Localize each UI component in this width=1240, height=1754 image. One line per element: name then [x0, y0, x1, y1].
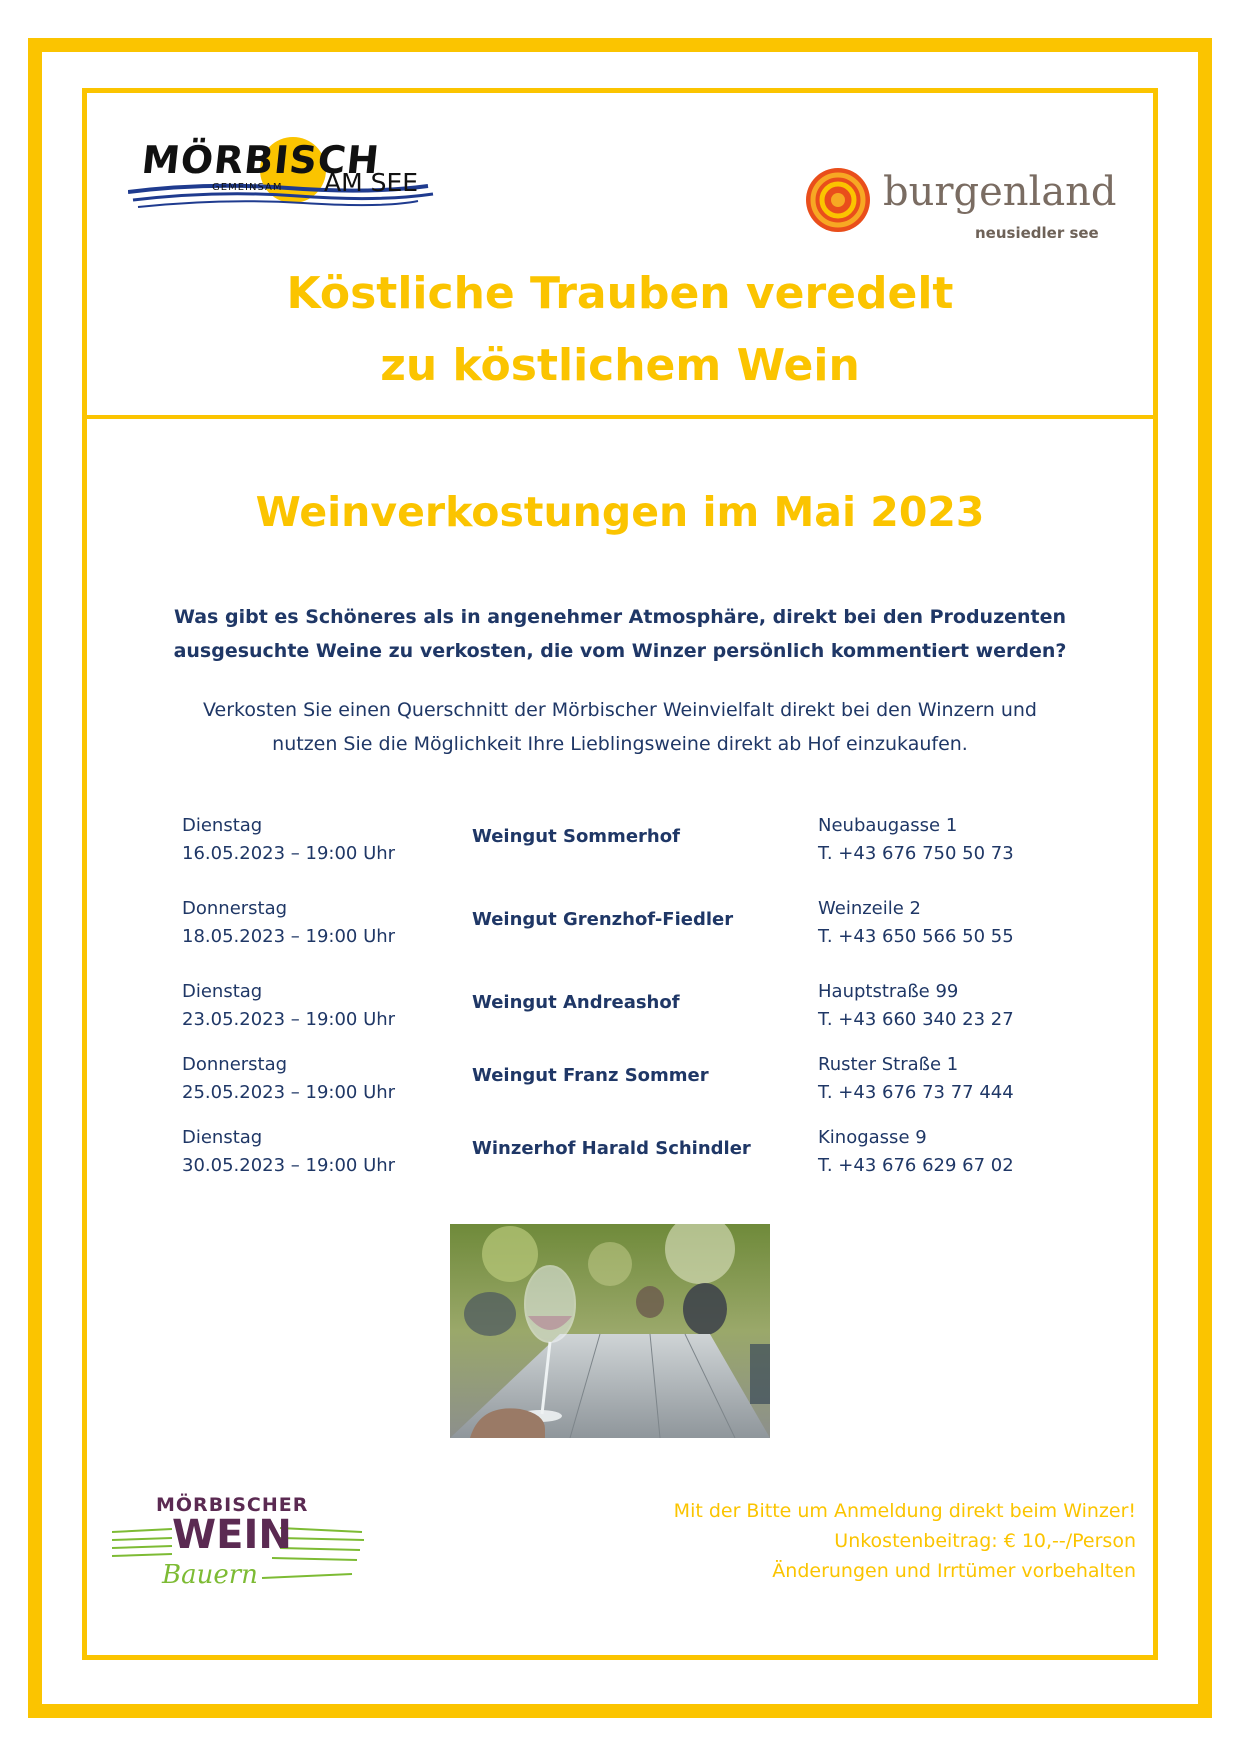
event-address: Neubaugasse 1	[818, 815, 958, 836]
event-datetime: 16.05.2023 – 19:00 Uhr	[182, 843, 396, 864]
event-date	[182, 1051, 395, 1107]
event-row	[0, 812, 1240, 876]
event-contact	[818, 1124, 1014, 1180]
event-contact	[818, 812, 1014, 868]
event-datetime: 25.05.2023 – 19:00 Uhr	[182, 1082, 396, 1103]
event-row	[0, 978, 1240, 1042]
event-day: Dienstag	[182, 981, 263, 1002]
event-day: Dienstag	[182, 1127, 263, 1148]
event-row	[0, 1051, 1240, 1115]
event-address: Weinzeile 2	[818, 898, 921, 919]
moerbisch-logo-suffix: AM SEE	[324, 168, 419, 197]
event-datetime: 18.05.2023 – 19:00 Uhr	[182, 926, 396, 947]
footer-registration-note: Mit der Bitte um Anmeldung direkt beim Winzer!	[673, 1500, 1136, 1522]
event-address: Ruster Straße 1	[818, 1054, 959, 1075]
event-row	[0, 1124, 1240, 1188]
event-datetime: 23.05.2023 – 19:00 Uhr	[182, 1009, 396, 1030]
event-date	[182, 978, 395, 1034]
footer-notes	[674, 1496, 1136, 1586]
footer-fee-note: Unkostenbeitrag: € 10,--/Person	[834, 1530, 1136, 1552]
event-contact	[818, 978, 1014, 1034]
moerbisch-logo-text: MÖRBISCH	[139, 138, 382, 182]
wine-glass-scene-image	[450, 1224, 770, 1438]
event-winery: Weingut Franz Sommer	[472, 1065, 709, 1086]
event-date	[182, 895, 395, 951]
event-phone: T. +43 676 629 67 02	[818, 1155, 1014, 1176]
intro-bold-paragraph	[130, 600, 1110, 668]
weinbauern-logo-middle: WEIN	[172, 1512, 292, 1558]
event-address: Hauptstraße 99	[818, 981, 959, 1002]
intro-line-1: Verkosten Sie einen Querschnitt der Mörbischer Weinvielfalt direkt bei den Winzern und	[203, 699, 1037, 721]
header-divider	[87, 415, 1153, 419]
event-address: Kinogasse 9	[818, 1127, 927, 1148]
intro-paragraph	[130, 693, 1110, 761]
event-datetime: 30.05.2023 – 19:00 Uhr	[182, 1155, 396, 1176]
event-phone: T. +43 676 73 77 444	[818, 1082, 1014, 1103]
burgenland-logo-region: neusiedler see	[975, 224, 1099, 242]
burgenland-logo	[803, 165, 1123, 255]
event-day: Dienstag	[182, 815, 263, 836]
event-winery: Weingut Andreashof	[472, 992, 680, 1013]
event-row	[0, 895, 1240, 959]
sun-spiral-icon	[803, 165, 873, 235]
event-winery: Weingut Grenzhof-Fiedler	[472, 909, 734, 930]
intro-bold-line-2: ausgesuchte Weine zu verkosten, die vom Winzer persönlich kommentiert werden?	[173, 640, 1067, 662]
weinbauern-logo-top: MÖRBISCHER	[156, 1494, 309, 1516]
event-day: Donnerstag	[182, 898, 288, 919]
moerbisch-logo	[128, 130, 438, 230]
intro-bold-line-1: Was gibt es Schöneres als in angenehmer Atmosphäre, direkt bei den Produzenten	[173, 606, 1067, 628]
headline	[87, 258, 1153, 402]
weinbauern-logo-bottom: Bauern	[162, 1560, 258, 1590]
event-contact	[818, 1051, 1014, 1107]
event-phone: T. +43 650 566 50 55	[818, 926, 1014, 947]
weinbauern-logo	[112, 1494, 372, 1604]
event-winery: Winzerhof Harald Schindler	[472, 1138, 751, 1159]
headline-line-2: zu köstlichem Wein	[380, 340, 860, 391]
headline-line-1: Köstliche Trauben veredelt	[286, 268, 954, 319]
footer-disclaimer: Änderungen und Irrtümer vorbehalten	[772, 1560, 1136, 1582]
intro-line-2: nutzen Sie die Möglichkeit Ihre Lieblingsweine direkt ab Hof einzukaufen.	[272, 733, 968, 755]
subtitle: Weinverkostungen im Mai 2023	[255, 488, 985, 536]
wine-tasting-photo	[450, 1224, 770, 1438]
burgenland-logo-text: burgenland	[883, 169, 1117, 215]
event-phone: T. +43 660 340 23 27	[818, 1009, 1014, 1030]
event-date	[182, 812, 395, 868]
event-day: Donnerstag	[182, 1054, 288, 1075]
event-date	[182, 1124, 395, 1180]
event-winery: Weingut Sommerhof	[472, 826, 680, 847]
event-contact	[818, 895, 1014, 951]
event-phone: T. +43 676 750 50 73	[818, 843, 1014, 864]
moerbisch-logo-tagline: GEMEINSAM	[212, 182, 283, 193]
